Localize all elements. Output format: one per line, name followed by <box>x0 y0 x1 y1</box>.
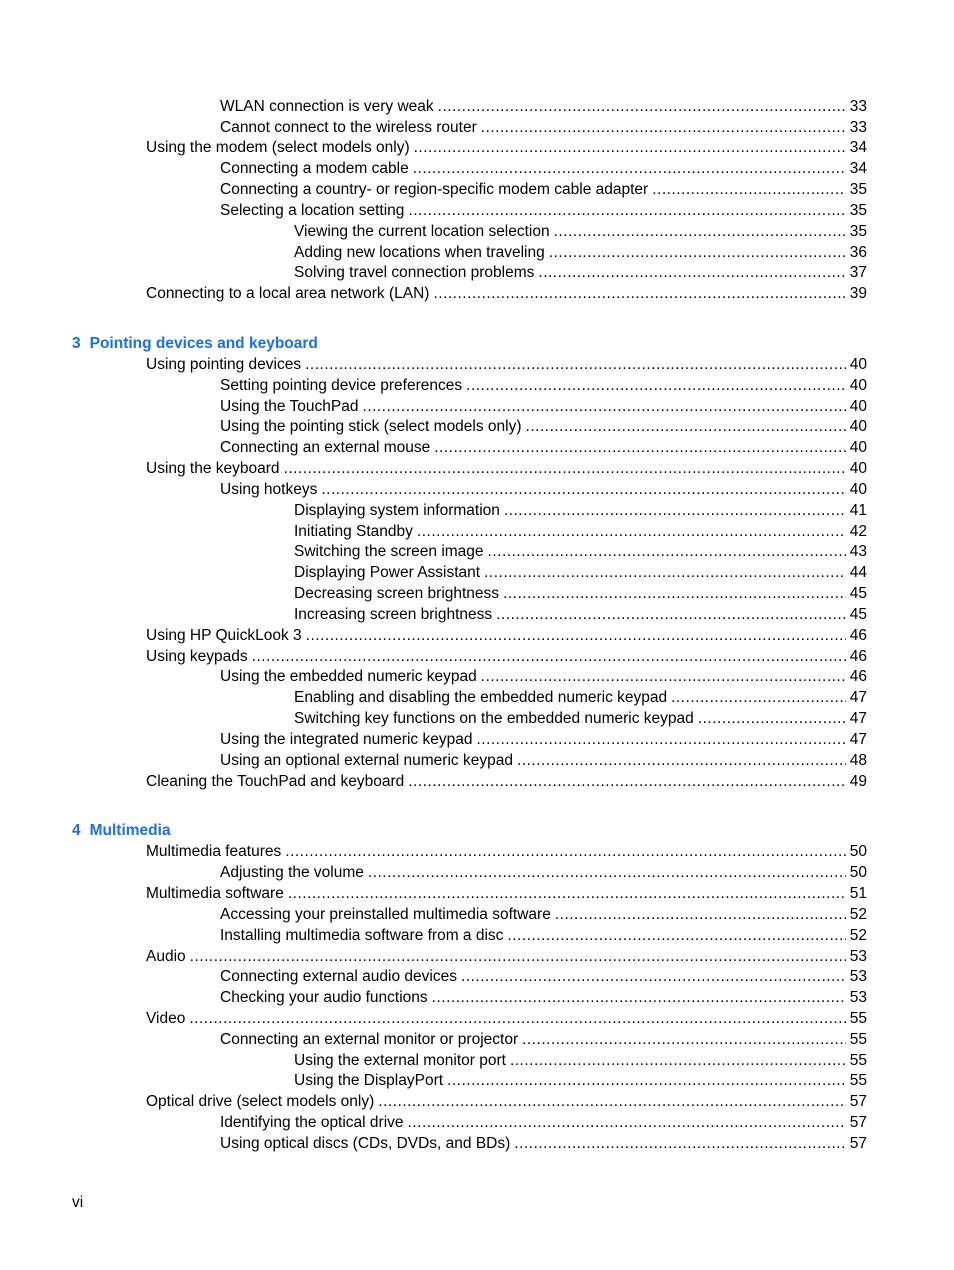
toc-entry-title: Using the modem (select models only) <box>146 139 410 156</box>
toc-entry-title: Accessing your preinstalled multimedia software <box>220 906 551 923</box>
toc-entry-page-number: 53 <box>849 989 867 1006</box>
toc-entry-page-number: 55 <box>849 1031 867 1048</box>
toc-entry[interactable] <box>220 158 867 179</box>
toc-entry-title: Multimedia features <box>146 843 282 860</box>
toc-entry-title: Cannot connect to the wireless router <box>220 119 477 136</box>
toc-entry-page-number: 47 <box>849 710 867 727</box>
toc-entry[interactable] <box>220 729 867 750</box>
toc-entry[interactable] <box>220 966 867 987</box>
toc-entry-title: Connecting to a local area network (LAN) <box>146 285 430 302</box>
toc-entry-page-number: 40 <box>849 439 867 456</box>
toc-entry[interactable] <box>294 687 867 708</box>
toc-entry-title: Setting pointing device preferences <box>220 377 463 394</box>
toc-entry-page-number: 40 <box>849 460 867 477</box>
toc-entry-title: Connecting a country- or region-specific modem cable adapter <box>220 181 649 198</box>
dot-leader <box>321 479 845 500</box>
dot-leader <box>252 646 846 667</box>
toc-entry-title: Selecting a location setting <box>220 202 405 219</box>
toc-entry-page-number: 47 <box>849 689 867 706</box>
toc-entry-page-number: 46 <box>849 668 867 685</box>
toc-entry-title: Switching the screen image <box>294 543 484 560</box>
toc-entry-title: Cleaning the TouchPad and keyboard <box>146 773 405 790</box>
toc-entry-title: Decreasing screen brightness <box>294 585 500 602</box>
chapter-heading[interactable] <box>72 333 318 354</box>
dot-leader <box>555 904 846 925</box>
dot-leader <box>447 1070 846 1091</box>
toc-entry-page-number: 35 <box>849 181 867 198</box>
dot-leader <box>652 179 846 200</box>
toc-entry-page-number: 36 <box>849 244 867 261</box>
dot-leader <box>306 625 846 646</box>
toc-entry-page-number: 45 <box>849 606 867 623</box>
toc-entry-title: Audio <box>146 948 186 965</box>
chapter-number: 4 <box>72 822 81 839</box>
toc-entry-page-number: 55 <box>849 1010 867 1027</box>
toc-entry-title: Switching key functions on the embedded numeric keypad <box>294 710 694 727</box>
toc-entry[interactable] <box>220 750 867 771</box>
toc-entry[interactable] <box>220 862 867 883</box>
toc-entry-title: Displaying system information <box>294 502 500 519</box>
dot-leader <box>484 562 846 583</box>
toc-entry-page-number: 44 <box>849 564 867 581</box>
toc-entry[interactable] <box>294 604 867 625</box>
dot-leader <box>288 883 846 904</box>
toc-entry[interactable] <box>294 1050 867 1071</box>
toc-entry[interactable] <box>220 987 867 1008</box>
dot-leader <box>522 1029 846 1050</box>
dot-leader <box>496 604 846 625</box>
dot-leader <box>517 750 846 771</box>
toc-entry-title: Using the TouchPad <box>220 398 359 415</box>
dot-leader <box>476 729 845 750</box>
dot-leader <box>408 1112 846 1133</box>
toc-entry-title: Connecting an external mouse <box>220 439 431 456</box>
toc-entry[interactable] <box>220 666 867 687</box>
toc-entry[interactable] <box>294 242 867 263</box>
toc-entry[interactable] <box>146 841 867 862</box>
dot-leader <box>488 541 846 562</box>
toc-entry[interactable] <box>220 479 867 500</box>
dot-leader <box>362 396 845 417</box>
dot-leader <box>432 987 846 1008</box>
toc-entry-page-number: 33 <box>849 98 867 115</box>
toc-entry-title: Connecting external audio devices <box>220 968 457 985</box>
dot-leader <box>189 1008 845 1029</box>
dot-leader <box>414 137 846 158</box>
dot-leader <box>305 354 846 375</box>
toc-entry-title: Solving travel connection problems <box>294 264 535 281</box>
toc-entry[interactable] <box>220 179 867 200</box>
toc-entry[interactable] <box>294 500 867 521</box>
toc-entry-title: Optical drive (select models only) <box>146 1093 375 1110</box>
toc-entry-title: Enabling and disabling the embedded numeric keypad <box>294 689 668 706</box>
dot-leader <box>408 200 845 221</box>
toc-entry-page-number: 35 <box>849 223 867 240</box>
dot-leader <box>413 158 846 179</box>
dot-leader <box>190 946 846 967</box>
toc-entry-title: Identifying the optical drive <box>220 1114 404 1131</box>
toc-entry[interactable] <box>146 625 867 646</box>
toc-entry[interactable] <box>146 1008 867 1029</box>
dot-leader <box>526 416 846 437</box>
toc-entry-title: Connecting an external monitor or projector <box>220 1031 519 1048</box>
toc-entry[interactable] <box>220 396 867 417</box>
toc-entry-title: Using an optional external numeric keypad <box>220 752 513 769</box>
toc-entry-page-number: 47 <box>849 731 867 748</box>
toc-entry-title: Using the pointing stick (select models only) <box>220 418 522 435</box>
toc-entry-title: Using optical discs (CDs, DVDs, and BDs) <box>220 1135 511 1152</box>
dot-leader <box>671 687 846 708</box>
toc-entry-title: Using keypads <box>146 648 248 665</box>
toc-entry-page-number: 50 <box>849 864 867 881</box>
toc-entry-page-number: 40 <box>849 356 867 373</box>
toc-entry-title: WLAN connection is very weak <box>220 98 434 115</box>
dot-leader <box>378 1091 845 1112</box>
toc-entry[interactable] <box>146 646 867 667</box>
toc-entry-page-number: 45 <box>849 585 867 602</box>
dot-leader <box>510 1050 846 1071</box>
dot-leader <box>284 458 846 479</box>
toc-entry[interactable] <box>146 283 867 304</box>
toc-entry-title: Using HP QuickLook 3 <box>146 627 302 644</box>
toc-entry-page-number: 53 <box>849 968 867 985</box>
dot-leader <box>507 925 845 946</box>
toc-entry-page-number: 37 <box>849 264 867 281</box>
dot-leader <box>434 437 846 458</box>
toc-entry-page-number: 55 <box>849 1052 867 1069</box>
toc-entry-page-number: 34 <box>849 160 867 177</box>
toc-entry-page-number: 35 <box>849 202 867 219</box>
toc-entry-page-number: 43 <box>849 543 867 560</box>
toc-entry-page-number: 49 <box>849 773 867 790</box>
dot-leader <box>514 1133 845 1154</box>
toc-entry[interactable] <box>220 1029 867 1050</box>
chapter-heading[interactable] <box>72 820 171 841</box>
toc-entry-page-number: 40 <box>849 398 867 415</box>
toc-entry[interactable] <box>146 1091 867 1112</box>
toc-entry-page-number: 33 <box>849 119 867 136</box>
toc-entry[interactable] <box>220 925 867 946</box>
chapter-title: Multimedia <box>89 822 171 839</box>
dot-leader <box>504 500 846 521</box>
toc-entry-title: Connecting a modem cable <box>220 160 409 177</box>
toc-entry[interactable] <box>220 1112 867 1133</box>
toc-entry-title: Using the external monitor port <box>294 1052 506 1069</box>
toc-entry[interactable] <box>146 137 867 158</box>
toc-entry-page-number: 46 <box>849 648 867 665</box>
toc-entry[interactable] <box>294 221 867 242</box>
toc-entry[interactable] <box>146 354 867 375</box>
toc-entry-title: Using pointing devices <box>146 356 302 373</box>
toc-entry-title: Increasing screen brightness <box>294 606 493 623</box>
toc-entry-title: Multimedia software <box>146 885 284 902</box>
dot-leader <box>466 375 846 396</box>
toc-entry-page-number: 51 <box>849 885 867 902</box>
toc-entry-page-number: 57 <box>849 1135 867 1152</box>
chapter-number: 3 <box>72 335 81 352</box>
toc-entry[interactable] <box>220 96 867 117</box>
toc-entry-page-number: 40 <box>849 377 867 394</box>
toc-entry-page-number: 46 <box>849 627 867 644</box>
dot-leader <box>503 583 846 604</box>
toc-entry-title: Adjusting the volume <box>220 864 364 881</box>
toc-entry[interactable] <box>146 946 867 967</box>
toc-entry-title: Displaying Power Assistant <box>294 564 481 581</box>
dot-leader <box>698 708 846 729</box>
dot-leader <box>554 221 846 242</box>
toc-entry-title: Initiating Standby <box>294 523 413 540</box>
toc-entry[interactable] <box>220 200 867 221</box>
toc-entry-title: Checking your audio functions <box>220 989 428 1006</box>
toc-entry[interactable] <box>220 904 867 925</box>
toc-entry-page-number: 39 <box>849 285 867 302</box>
page-number: vi <box>72 1194 84 1211</box>
toc-entry[interactable] <box>294 583 867 604</box>
dot-leader <box>461 966 846 987</box>
toc-entry[interactable] <box>146 771 867 792</box>
toc-entry[interactable] <box>294 521 867 542</box>
toc-entry-page-number: 57 <box>849 1114 867 1131</box>
toc-entry[interactable] <box>294 262 867 283</box>
toc-entry-page-number: 40 <box>849 418 867 435</box>
dot-leader <box>538 262 845 283</box>
toc-entry-page-number: 48 <box>849 752 867 769</box>
toc-entry[interactable] <box>220 375 867 396</box>
toc-entry[interactable] <box>146 883 867 904</box>
dot-leader <box>481 666 846 687</box>
toc-entry-title: Using the embedded numeric keypad <box>220 668 477 685</box>
dot-leader <box>417 521 846 542</box>
dot-leader <box>438 96 846 117</box>
toc-entry-page-number: 40 <box>849 481 867 498</box>
toc-entry-page-number: 34 <box>849 139 867 156</box>
toc-entry[interactable] <box>220 416 867 437</box>
toc-entry[interactable] <box>294 541 867 562</box>
dot-leader <box>368 862 846 883</box>
toc-entry-title: Adding new locations when traveling <box>294 244 545 261</box>
chapter-title: Pointing devices and keyboard <box>89 335 318 352</box>
toc-entry[interactable] <box>220 117 867 138</box>
toc-entry-page-number: 53 <box>849 948 867 965</box>
toc-entry[interactable] <box>294 562 867 583</box>
toc-entry-title: Using hotkeys <box>220 481 318 498</box>
dot-leader <box>549 242 846 263</box>
toc-entry-page-number: 41 <box>849 502 867 519</box>
toc-entry[interactable] <box>220 437 867 458</box>
toc-entry-page-number: 42 <box>849 523 867 540</box>
toc-entry[interactable] <box>146 458 867 479</box>
dot-leader <box>481 117 846 138</box>
toc-entry-title: Viewing the current location selection <box>294 223 550 240</box>
toc-entry-page-number: 50 <box>849 843 867 860</box>
toc-entry-title: Using the keyboard <box>146 460 280 477</box>
toc-entry-page-number: 57 <box>849 1093 867 1110</box>
dot-leader <box>285 841 845 862</box>
toc-entry-page-number: 55 <box>849 1072 867 1089</box>
toc-entry-title: Using the DisplayPort <box>294 1072 444 1089</box>
dot-leader <box>433 283 845 304</box>
toc-entry-title: Video <box>146 1010 186 1027</box>
dot-leader <box>408 771 846 792</box>
toc-entry-title: Using the integrated numeric keypad <box>220 731 473 748</box>
toc-entry[interactable] <box>294 708 867 729</box>
toc-entry-title: Installing multimedia software from a disc <box>220 927 504 944</box>
toc-entry[interactable] <box>220 1133 867 1154</box>
toc-entry[interactable] <box>294 1070 867 1091</box>
toc-entry-page-number: 52 <box>849 906 867 923</box>
toc-entry-page-number: 52 <box>849 927 867 944</box>
